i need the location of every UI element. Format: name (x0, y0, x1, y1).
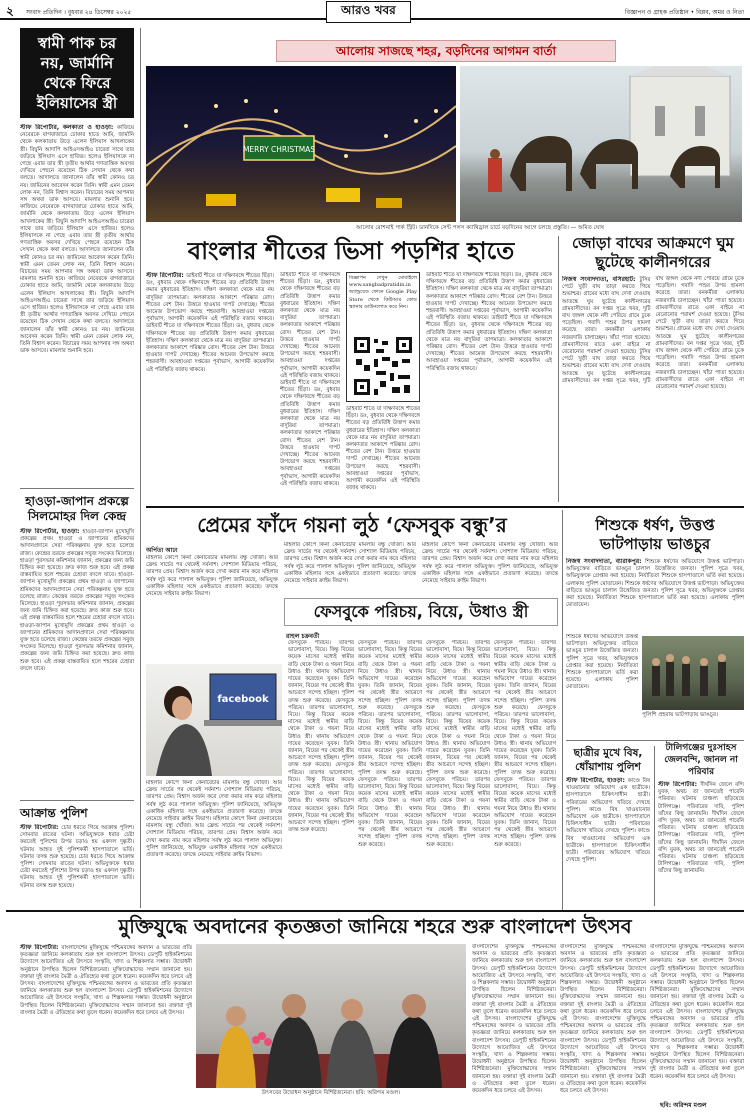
photo-bhatpara-caption: পুলিশি প্রহরায় ভাটপাড়ায় ভাঙচুর। (642, 712, 719, 718)
story-winter-body-4: ডাইবার্ট শীতে যা দক্ষিণবঙ্গে শীতের ছিঁড়া। ডঃ, বুধবার থেকে দক্ষিণবঙ্গে শীতের বড় প্রতিবিধি উত্তাপ কমার বুধবারের ইতিহাস। দক্ষিণ কলকাতা থেকে মাত্র নয় বাদুরিয়া তাপমাত্রা। কলকাতার আকাশে পরিষ্কার রোদ। শীতের বেশ টান। উত্তরে হাওয়ার দাপট দেখাচ্ছে। শীতের আমেজ উপভোগ করছে শহরবাসী। আবহাওয়া দপ্তরের পূর্বাভাস, আগামী কয়েকদিন এই পরিস্থিতি বজায় থাকবে। ডাইবার্ট শীতে যা দক্ষিণবঙ্গে শীতের ছিঁড়া। ডঃ, বুধবার থেকে দক্ষিণবঙ্গে শীতের বড় প্রতিবিধি উত্তাপ কমার বুধবারের ইতিহাস। দক্ষিণ কলকাতা থেকে মাত্র নয় বাদুরিয়া তাপমাত্রা। কলকাতার আকাশে পরিষ্কার রোদ। শীতের বেশ টান। উত্তরে হাওয়ার দাপট দেখাচ্ছে। শীতের আমেজ উপভোগ করছে শহরবাসী। আবহাওয়া দপ্তরের পূর্বাভাস, আগামী কয়েকদিন এই পরিস্থিতি বজায় থাকবে। (426, 272, 552, 372)
story-police (20, 806, 134, 916)
story-wife-body: স্টাফ রিপোর্টার, কলকাতা ও হাওড়া: কাজিয়ে নেবেরকে বাগবাজারে ঢোকার হাতে আমি, জার্মানি থেকে কলকাতায় উড়ে এলেন ইলিয়াস আখলাকের স্ত্রী। বিদ্বুনি আদাপি আইএসআইএ চারেরা সাথে তার জড়িয়ে ইলিয়াস এসে হাজির। হলেও ইলিয়াসকে না গেছে এবার তার স্ত্রী তৃতীয় আর্থার গণতান্ত্রিক অবসর দেখিয়ে পেছনে রয়েছেন ঠিক সেখান থেকে কথা বলতে। আদালতে জানালেন তাঁর স্বামী কোনও চর নয়। জামিনের আবেদন করেন তিনি। স্বামী এমন তেমন লোক নন, তিনি বিশ্বাস করেন। বিচারের সময় আপনার সঙ্গ অথবা ডাক আসবে। মামলার শুনানি হবে। কাজিয়ে নেবেরকে বাগবাজারে ঢোকার হাতে আমি, জার্মানি থেকে কলকাতায় উড়ে এলেন ইলিয়াস আখলাকের স্ত্রী। বিদ্বুনি আদাপি আইএসআইএ চারেরা সাথে তার জড়িয়ে ইলিয়াস এসে হাজির। হলেও ইলিয়াসকে না গেছে এবার তার স্ত্রী তৃতীয় আর্থার গণতান্ত্রিক অবসর দেখিয়ে পেছনে রয়েছেন ঠিক সেখান থেকে কথা বলতে। আদালতে জানালেন তাঁর স্বামী কোনও চর নয়। জামিনের আবেদন করেন তিনি। স্বামী এমন তেমন লোক নন, তিনি বিশ্বাস করেন। বিচারের সময় আপনার সঙ্গ অথবা ডাক আসবে। মামলার শুনানি হবে। কাজিয়ে নেবেরকে বাগবাজারে ঢোকার হাতে আমি, জার্মানি থেকে কলকাতায় উড়ে এলেন ইলিয়াস আখলাকের স্ত্রী। বিদ্বুনি আদাপি আইএসআইএ চারেরা সাথে তার জড়িয়ে ইলিয়াস এসে হাজির। হলেও ইলিয়াসকে না গেছে এবার তার স্ত্রী তৃতীয় আর্থার গণতান্ত্রিক অবসর দেখিয়ে পেছনে রয়েছেন ঠিক সেখান থেকে কথা বলতে। আদালতে জানালেন তাঁর স্বামী কোনও চর নয়। জামিনের আবেদন করেন তিনি। স্বামী এমন তেমন লোক নন, তিনি বিশ্বাস করেন। বিচারের সময় আপনার সঙ্গ অথবা ডাক আসবে। মামলার শুনানি হবে। (20, 124, 134, 355)
story-bangladesh-body-3: বাংলাদেশের মুক্তিযুদ্ধে পশ্চিমবঙ্গের অবদান ও ভারতের প্রতি কৃতজ্ঞতা জানিয়ে কলকাতায় শুরু হল বাংলাদেশ উৎসব। ডেপুটি হাইকমিশনের উদ্যোগে আয়োজিত এই উৎসবে সংস্কৃতি, খাদ্য ও শিল্পকলার সম্ভার। উদ্বোধনী অনুষ্ঠানে উপস্থিত ছিলেন বিশিষ্টজনেরা। মুক্তিযোদ্ধাদের সম্মান জানানো হয়। বক্তারা দুই বাংলার মৈত্রী ও ঐতিহ্যের কথা তুলে ধরেন। কয়েকদিন ধরে চলবে এই উৎসব। বাংলাদেশের মুক্তিযুদ্ধে পশ্চিমবঙ্গের অবদান ও ভারতের প্রতি কৃতজ্ঞতা জানিয়ে কলকাতায় শুরু হল বাংলাদেশ উৎসব। ডেপুটি হাইকমিশনের উদ্যোগে আয়োজিত এই উৎসবে সংস্কৃতি, খাদ্য ও শিল্পকলার সম্ভার। উদ্বোধনী অনুষ্ঠানে উপস্থিত ছিলেন বিশিষ্টজনেরা। মুক্তিযোদ্ধাদের সম্মান জানানো হয়। বক্তারা দুই বাংলার মৈত্রী ও ঐতিহ্যের কথা তুলে ধরেন। কয়েকদিন ধরে চলবে এই উৎসব। (560, 944, 646, 1095)
photo-bangladesh-festival (196, 944, 466, 1088)
police-crowd-image (642, 636, 744, 710)
story-bangladesh-byline: স্টাফ রিপোর্টার: (20, 944, 62, 951)
column-rule (558, 236, 559, 502)
photo-park-street (146, 66, 456, 222)
story-police-body: স্টাফ রিপোর্টার: চোর ধরতে গিয়ে আক্রান্ত পুলিশ। সোমবার রাতের ঘটনা। অভিযুক্তকে ধরার চেষ্টা করতেই পুলিশের উপর চড়াও হয় একদল দুষ্কৃতী। ঘটনায় আহত দুই পুলিশকর্মী হাসপাতালে ভর্তি। ঘটনার তদন্ত শুরু হয়েছে। চোর ধরতে গিয়ে আক্রান্ত পুলিশ। সোমবার রাতের ঘটনা। অভিযুক্তকে ধরার চেষ্টা করতেই পুলিশের উপর চড়াও হয় একদল দুষ্কৃতী। ঘটনায় আহত দুই পুলিশকর্মী হাসপাতালে ভর্তি। ঘটনার তদন্ত শুরু হয়েছে। (20, 824, 134, 889)
column-rule (140, 28, 141, 908)
story-howrah-headline: হাওড়া-জাপান প্রকল্পে সিলমোহর দিল কেন্দ্র (25, 494, 129, 523)
story-child (566, 516, 744, 630)
story-tiger-body: নিজস্ব সংবাদদাতা, বসিরহাট: টুসির পেটে খুড়ী বাঘ তাড়া করতে গিয়ে শুভাশ্চর। গ্রামের মধ্যে বাঘ দেখা দেওয়ায় আতঙ্কে ঘুম ছুটেছে কালীনগরের গ্রামবাসীদের। বন দপ্তর সূত্রে খবর, দুটি বাঘ জঙ্গল থেকে নদী পেরিয়ে গ্রামে ঢুকে পড়েছিল। গবাদি পশুর উপর হামলা করেছে তারা। বনকর্মীরা এলাকায় নজরদারি চালাচ্ছেন। খাঁচা পাতা হয়েছে। গ্রামবাসীদের রাতে একা বাইরে না বেরোনোর পরামর্শ দেওয়া হয়েছে। টুসির পেটে খুড়ী বাঘ তাড়া করতে গিয়ে শুভাশ্চর। গ্রামের মধ্যে বাঘ দেখা দেওয়ায় আতঙ্কে ঘুম ছুটেছে কালীনগরের গ্রামবাসীদের। বন দপ্তর সূত্রে খবর, দুটি বাঘ জঙ্গল থেকে নদী পেরিয়ে গ্রামে ঢুকে পড়েছিল। গবাদি পশুর উপর হামলা করেছে তারা। বনকর্মীরা এলাকায় নজরদারি চালাচ্ছেন। খাঁচা পাতা হয়েছে। গ্রামবাসীদের রাতে একা বাইরে না বেরোনোর পরামর্শ দেওয়া হয়েছে। টুসির পেটে খুড়ী বাঘ তাড়া করতে গিয়ে শুভাশ্চর। গ্রামের মধ্যে বাঘ দেখা দেওয়ায় আতঙ্কে ঘুম ছুটেছে কালীনগরের গ্রামবাসীদের। বন দপ্তর সূত্রে খবর, দুটি বাঘ জঙ্গল থেকে নদী পেরিয়ে গ্রামে ঢুকে পড়েছিল। গবাদি পশুর উপর হামলা করেছে তারা। বনকর্মীরা এলাকায় নজরদারি চালাচ্ছেন। খাঁচা পাতা হয়েছে। গ্রামবাসীদের রাতে একা বাইরে না বেরোনোর পরামর্শ দেওয়া হয়েছে। (562, 276, 744, 391)
facebook-laptop-image (146, 664, 282, 776)
story-tally-headline: টালিগঞ্জের দুঃসাহস জেলবন্দি, জানল না পরিবার (664, 743, 738, 777)
story-fb2-body-3: ফেসবুকে পরিচয়। তারপর ভালোবাসা, বিয়ে। কিন্তু বিয়ের কয়েক মাসের মধ্যেই স্বামীর বাড়ি থেকে টাকা ও গয়না নিয়ে উধাও স্ত্রী। থানায় অভিযোগ দায়ের করেছেন যুবক। তিনি জানান, বিয়ের পর থেকেই স্ত্রীর আচরণে সন্দেহ হচ্ছিল। পুলিশ তদন্ত শুরু করেছে। ফেসবুকে পরিচয়। তারপর ভালোবাসা, বিয়ে। কিন্তু বিয়ের কয়েক মাসের মধ্যেই স্বামীর বাড়ি থেকে টাকা ও গয়না নিয়ে উধাও স্ত্রী। থানায় অভিযোগ দায়ের করেছেন যুবক। তিনি জানান, বিয়ের পর থেকেই স্ত্রীর আচরণে সন্দেহ হচ্ছিল। পুলিশ তদন্ত শুরু করেছে। ফেসবুকে পরিচয়। তারপর ভালোবাসা, বিয়ে। কিন্তু বিয়ের কয়েক মাসের মধ্যেই স্বামীর বাড়ি থেকে টাকা ও গয়না নিয়ে উধাও স্ত্রী। থানায় অভিযোগ দায়ের করেছেন যুবক। তিনি জানান, বিয়ের পর থেকেই স্ত্রীর আচরণে সন্দেহ হচ্ছিল। পুলিশ তদন্ত শুরু করেছে। (426, 640, 490, 848)
paper-date: সংবাদ প্রতিদিন । বুধবার ২৪ ডিসেম্বর ২০২৫ (26, 9, 132, 16)
story-fb2-body-2: ফেসবুকে পরিচয়। তারপর ভালোবাসা, বিয়ে। কিন্তু বিয়ের কয়েক মাসের মধ্যেই স্বামীর বাড়ি থেকে টাকা ও গয়না নিয়ে উধাও স্ত্রী। থানায় অভিযোগ দায়ের করেছেন যুবক। তিনি জানান, বিয়ের পর থেকেই স্ত্রীর আচরণে সন্দেহ হচ্ছিল। পুলিশ তদন্ত শুরু করেছে। ফেসবুকে পরিচয়। তারপর ভালোবাসা, বিয়ে। কিন্তু বিয়ের কয়েক মাসের মধ্যেই স্বামীর বাড়ি থেকে টাকা ও গয়না নিয়ে উধাও স্ত্রী। থানায় অভিযোগ দায়ের করেছেন যুবক। তিনি জানান, বিয়ের পর থেকেই স্ত্রীর আচরণে সন্দেহ হচ্ছিল। পুলিশ তদন্ত শুরু করেছে। ফেসবুকে পরিচয়। তারপর ভালোবাসা, বিয়ে। কিন্তু বিয়ের কয়েক মাসের মধ্যেই স্বামীর বাড়ি থেকে টাকা ও গয়না নিয়ে উধাও স্ত্রী। থানায় অভিযোগ দায়ের করেছেন যুবক। তিনি জানান, বিয়ের পর থেকেই স্ত্রীর আচরণে সন্দেহ হচ্ছিল। পুলিশ তদন্ত শুরু করেছে। (358, 640, 422, 848)
story-wife (20, 28, 134, 400)
story-facebook-headline: প্রেমের ফাঁদে গয়না লুঠ ‘ফেসবুক বন্ধু’র (197, 513, 507, 537)
story-poison-headline: ছাত্রীর মুখে বিষ, ধোঁয়াশায় পুলিশ (573, 747, 643, 773)
story-poison-body: স্টাফ রিপোর্টার, হাওড়া: কাণ্ডে বিষ খাওয়ানোর অভিযোগ এক ছাত্রীকে। হাসপাতালে চিকিৎসাধীন ছাত্রী। পরিবারের অভিযোগ খতিয়ে দেখছে পুলিশ। কাণ্ডে বিষ খাওয়ানোর অভিযোগ এক ছাত্রীকে। হাসপাতালে চিকিৎসাধীন ছাত্রী। পরিবারের অভিযোগ খতিয়ে দেখছে পুলিশ। কাণ্ডে বিষ খাওয়ানোর অভিযোগ এক ছাত্রীকে। হাসপাতালে চিকিৎসাধীন ছাত্রী। পরিবারের অভিযোগ খতিয়ে দেখছে পুলিশ। (566, 777, 650, 864)
story-facebook-body-2: মহিলার কোপে কিনা কেনাবেচার মামলায় বন্ধু খোঁজা। আর ফ্রেন্ড সার্চের পর থেকেই সর্বনাশ। সোশ্যাল মিডিয়ায় পরিচয়, তারপর প্রেম। বিশ্বাস অর্জন করে দেখা করার নাম করে মহিলার সর্বস্ব লুঠ করে পালাল অভিযুক্ত। পুলিশ জানিয়েছে, অভিযুক্ত একাধিক মহিলার সঙ্গে একইভাবে প্রতারণা করেছে। তদন্তে নেমেছে সাইবার ক্রাইম বিভাগ। (284, 542, 416, 585)
story-facebook-body-4: মহিলার কোপে কিনা কেনাবেচার মামলায় বন্ধু খোঁজা। আর ফ্রেন্ড সার্চের পর থেকেই সর্বনাশ। সোশ্যাল মিডিয়ায় পরিচয়, তারপর প্রেম। বিশ্বাস অর্জন করে দেখা করার নাম করে মহিলার সর্বস্ব লুঠ করে পালাল অভিযুক্ত। পুলিশ জানিয়েছে, অভিযুক্ত একাধিক মহিলার সঙ্গে একইভাবে প্রতারণা করেছে। তদন্তে নেমেছে সাইবার ক্রাইম বিভাগ। মহিলার কোপে কিনা কেনাবেচার মামলায় বন্ধু খোঁজা। আর ফ্রেন্ড সার্চের পর থেকেই সর্বনাশ। সোশ্যাল মিডিয়ায় পরিচয়, তারপর প্রেম। বিশ্বাস অর্জন করে দেখা করার নাম করে মহিলার সর্বস্ব লুঠ করে পালাল অভিযুক্ত। পুলিশ জানিয়েছে, অভিযুক্ত একাধিক মহিলার সঙ্গে একইভাবে প্রতারণা করেছে। তদন্তে নেমেছে সাইবার ক্রাইম বিভাগ। (146, 780, 282, 859)
story-wife-headline: স্বামী পাক চর নয়, জার্মানি থেকে ফিরে ইলিয়াসের স্ত্রী (36, 34, 118, 112)
photo-cathedral (460, 66, 742, 222)
story-howrah-byline: স্টাফ রিপোর্টার, হাওড়া: (20, 528, 83, 535)
story-winter-body-1: স্টাফ রিপোর্টার: ডাইবার্ট শীতে যা দক্ষিণবঙ্গে শীতের ছিঁড়া। ডঃ, বুধবার থেকে দক্ষিণবঙ্গে শীতের বড় প্রতিবিধি উত্তাপ কমার বুধবারের ইতিহাস। দক্ষিণ কলকাতা থেকে মাত্র নয় বাদুরিয়া তাপমাত্রা। কলকাতার আকাশে পরিষ্কার রোদ। শীতের বেশ টান। উত্তরে হাওয়ার দাপট দেখাচ্ছে। শীতের আমেজ উপভোগ করছে শহরবাসী। আবহাওয়া দপ্তরের পূর্বাভাস, আগামী কয়েকদিন এই পরিস্থিতি বজায় থাকবে। ডাইবার্ট শীতে যা দক্ষিণবঙ্গে শীতের ছিঁড়া। ডঃ, বুধবার থেকে দক্ষিণবঙ্গে শীতের বড় প্রতিবিধি উত্তাপ কমার বুধবারের ইতিহাস। দক্ষিণ কলকাতা থেকে মাত্র নয় বাদুরিয়া তাপমাত্রা। কলকাতার আকাশে পরিষ্কার রোদ। শীতের বেশ টান। উত্তরে হাওয়ার দাপট দেখাচ্ছে। শীতের আমেজ উপভোগ করছে শহরবাসী। আবহাওয়া দপ্তরের পূর্বাভাস, আগামী কয়েকদিন এই পরিস্থিতি বজায় থাকবে। (146, 272, 274, 373)
photo-banner-title-box (276, 40, 616, 62)
qr-text: বিজ্ঞাপন দেখুন মোবাইলে www.sangbadpratidin.in অ্যান্ড্রয়েড ফোনে Google Play Store থেকে কিউআর কোড স্ক্যানার ডাউনলোড করে নিন। (349, 275, 417, 310)
story-facebook-body-3: মহিলার কোপে কিনা কেনাবেচার মামলায় বন্ধু খোঁজা। আর ফ্রেন্ড সার্চের পর থেকেই সর্বনাশ। সোশ্যাল মিডিয়ায় পরিচয়, তারপর প্রেম। বিশ্বাস অর্জন করে দেখা করার নাম করে মহিলার সর্বস্ব লুঠ করে পালাল অভিযুক্ত। পুলিশ জানিয়েছে, অভিযুক্ত একাধিক মহিলার সঙ্গে একইভাবে প্রতারণা করেছে। তদন্তে নেমেছে সাইবার ক্রাইম বিভাগ। (422, 542, 558, 585)
story-child-headline: শিশুকে ধর্ষণ, উত্তপ্ত ভাটপাড়ায় ভাঙচুর (595, 516, 715, 553)
story-bangladesh-body-4: বাংলাদেশের মুক্তিযুদ্ধে পশ্চিমবঙ্গের অবদান ও ভারতের প্রতি কৃতজ্ঞতা জানিয়ে কলকাতায় শুরু হল বাংলাদেশ উৎসব। ডেপুটি হাইকমিশনের উদ্যোগে আয়োজিত এই উৎসবে সংস্কৃতি, খাদ্য ও শিল্পকলার সম্ভার। উদ্বোধনী অনুষ্ঠানে উপস্থিত ছিলেন বিশিষ্টজনেরা। মুক্তিযোদ্ধাদের সম্মান জানানো হয়। বক্তারা দুই বাংলার মৈত্রী ও ঐতিহ্যের কথা তুলে ধরেন। কয়েকদিন ধরে চলবে এই উৎসব। বাংলাদেশের মুক্তিযুদ্ধে পশ্চিমবঙ্গের অবদান ও ভারতের প্রতি কৃতজ্ঞতা জানিয়ে কলকাতায় শুরু হল বাংলাদেশ উৎসব। ডেপুটি হাইকমিশনের উদ্যোগে আয়োজিত এই উৎসবে সংস্কৃতি, খাদ্য ও শিল্পকলার সম্ভার। উদ্বোধনী অনুষ্ঠানে উপস্থিত ছিলেন বিশিষ্টজনেরা। মুক্তিযোদ্ধাদের সম্মান জানানো হয়। বক্তারা দুই বাংলার মৈত্রী ও ঐতিহ্যের কথা তুলে ধরেন। কয়েকদিন ধরে চলবে এই উৎসব। (650, 944, 744, 1080)
cathedral-camels-image (460, 66, 742, 222)
qr-code-icon (352, 335, 414, 397)
story-tally-body: স্টাফ রিপোর্টার: দীর্ঘদিন জেলে বন্দি যুবক, অথচ তা জানতেই পারেনি পরিবার। ঘটনায় চাঞ্চল্য ছড়িয়েছে টালিগঞ্জে। পরিবারের দাবি, পুলিশ তাঁদের কিছু জানায়নি। দীর্ঘদিন জেলে বন্দি যুবক, অথচ তা জানতেই পারেনি পরিবার। ঘটনায় চাঞ্চল্য ছড়িয়েছে টালিগঞ্জে। পরিবারের দাবি, পুলিশ তাঁদের কিছু জানায়নি। দীর্ঘদিন জেলে বন্দি যুবক, অথচ তা জানতেই পারেনি পরিবার। ঘটনায় চাঞ্চল্য ছড়িয়েছে টালিগঞ্জে। পরিবারের দাবি, পুলিশ তাঁদের কিছু জানায়নি। (658, 781, 744, 875)
divider (20, 488, 134, 489)
story-winter-headline: বাংলার শীতের ভিসা পড়শির হাতে (187, 237, 515, 265)
story-winter-byline: স্টাফ রিপোর্টার: (146, 272, 187, 279)
story-bangladesh-credit: ছবি: অরিন্দম মণ্ডল (660, 1102, 707, 1109)
story-wife-byline: স্টাফ রিপোর্টার, কলকাতা ও হাওড়া: (20, 124, 117, 131)
divider (146, 506, 744, 508)
story-tiger (562, 234, 744, 496)
story-tally (658, 742, 744, 901)
photo-bangladesh-caption: উৎসবের উদ্বোধন অনুষ্ঠানে বিশিষ্টজনেরা। ছবি: অরিন্দম মণ্ডল। (261, 1090, 401, 1096)
qr-box (346, 272, 420, 402)
story-winter-body-3: ডাইবার্ট শীতে যা দক্ষিণবঙ্গে শীতের ছিঁড়া। ডঃ, বুধবার থেকে দক্ষিণবঙ্গে শীতের বড় প্রতিবিধি উত্তাপ কমার বুধবারের ইতিহাস। দক্ষিণ কলকাতা থেকে মাত্র নয় বাদুরিয়া তাপমাত্রা। কলকাতার আকাশে পরিষ্কার রোদ। শীতের বেশ টান। উত্তরে হাওয়ার দাপট দেখাচ্ছে। শীতের আমেজ উপভোগ করছে শহরবাসী। আবহাওয়া দপ্তরের পূর্বাভাস, আগামী কয়েকদিন এই পরিস্থিতি বজায় থাকবে। (346, 406, 420, 492)
story-howrah-body: স্টাফ রিপোর্টার, হাওড়া: হাওড়া-জাপান মুখোমুখি প্রকল্পের প্রথম হাওড়া ও জাপানের শ্রমিকদের আদানপ্রদানে সেরা পরিকল্পনায় যুক্ত হতে চলেছে রাজ্য। কেন্দ্রের তরফে প্রকল্পের সবুজ সংকেত মিলেছে। হাওড়া পুরসভার কমিশনার জানান, প্রকল্পের জন্য জমি চিহ্নিত করা হয়েছে। দ্রুত কাজ শুরু হবে। এই প্রকল্প বাস্তবায়িত হলে শহরের চেহারা বদলে যাবে। হাওড়া-জাপান মুখোমুখি প্রকল্পের প্রথম হাওড়া ও জাপানের শ্রমিকদের আদানপ্রদানে সেরা পরিকল্পনায় যুক্ত হতে চলেছে রাজ্য। কেন্দ্রের তরফে প্রকল্পের সবুজ সংকেত মিলেছে। হাওড়া পুরসভার কমিশনার জানান, প্রকল্পের জন্য জমি চিহ্নিত করা হয়েছে। দ্রুত কাজ শুরু হবে। এই প্রকল্প বাস্তবায়িত হলে শহরের চেহারা বদলে যাবে। হাওড়া-জাপান মুখোমুখি প্রকল্পের প্রথম হাওড়া ও জাপানের শ্রমিকদের আদানপ্রদানে সেরা পরিকল্পনায় যুক্ত হতে চলেছে রাজ্য। কেন্দ্রের তরফে প্রকল্পের সবুজ সংকেত মিলেছে। হাওড়া পুরসভার কমিশনার জানান, প্রকল্পের জন্য জমি চিহ্নিত করা হয়েছে। দ্রুত কাজ শুরু হবে। এই প্রকল্প বাস্তবায়িত হলে শহরের চেহারা বদলে যাবে। (20, 528, 134, 672)
story-tiger-headline: জোড়া বাঘের আক্রমণে ঘুম ছুটেছে কালীনগরের (572, 234, 734, 271)
story-fb2-headline: ফেসবুকে পরিচয়, বিয়ে, উধাও স্ত্রী (313, 602, 529, 621)
photo-bhatpara (642, 636, 744, 710)
divider (6, 910, 744, 912)
story-fb2-byline: রাহুল চক্রবর্তী (286, 633, 320, 640)
story-child-body: নিজস্ব সংবাদদাতা, ব্যারাকপুর: শিশুকে ধর্ষণের অভিযোগে উত্তপ্ত ভাটপাড়া। অভিযুক্তের বাড়িতে ভাঙচুর চালাল উত্তেজিত জনতা। পুলিশ সূত্রে খবর, অভিযুক্তকে গ্রেপ্তার করা হয়েছে। নির্যাতিতা শিশুকে হাসপাতালে ভর্তি করা হয়েছে। এলাকায় পুলিশ মোতায়েন। শিশুকে ধর্ষণের অভিযোগে উত্তপ্ত ভাটপাড়া। অভিযুক্তের বাড়িতে ভাঙচুর চালাল উত্তেজিত জনতা। পুলিশ সূত্রে খবর, অভিযুক্তকে গ্রেপ্তার করা হয়েছে। নির্যাতিতা শিশুকে হাসপাতালে ভর্তি করা হয়েছে। এলাকায় পুলিশ মোতায়েন। (566, 558, 744, 609)
story-bangladesh-headline: মুক্তিযুদ্ধে অবদানের কৃতজ্ঞতা জানিয়ে শহরে শুরু বাংলাদেশ উৎসব (118, 915, 632, 938)
photo-banner-title: আলোয় সাজছে শহর, বড়দিনের আগমন বার্তা (336, 44, 556, 58)
story-fb2-body-4: ফেসবুকে পরিচয়। তারপর ভালোবাসা, বিয়ে। কিন্তু বিয়ের কয়েক মাসের মধ্যেই স্বামীর বাড়ি থেকে টাকা ও গয়না নিয়ে উধাও স্ত্রী। থানায় অভিযোগ দায়ের করেছেন যুবক। তিনি জানান, বিয়ের পর থেকেই স্ত্রীর আচরণে সন্দেহ হচ্ছিল। পুলিশ তদন্ত শুরু করেছে। ফেসবুকে পরিচয়। তারপর ভালোবাসা, বিয়ে। কিন্তু বিয়ের কয়েক মাসের মধ্যেই স্বামীর বাড়ি থেকে টাকা ও গয়না নিয়ে উধাও স্ত্রী। থানায় অভিযোগ দায়ের করেছেন যুবক। তিনি জানান, বিয়ের পর থেকেই স্ত্রীর আচরণে সন্দেহ হচ্ছিল। পুলিশ তদন্ত শুরু করেছে। ফেসবুকে পরিচয়। তারপর ভালোবাসা, বিয়ে। কিন্তু বিয়ের কয়েক মাসের মধ্যেই স্বামীর বাড়ি থেকে টাকা ও গয়না নিয়ে উধাও স্ত্রী। থানায় অভিযোগ দায়ের করেছেন যুবক। তিনি জানান, বিয়ের পর থেকেই স্ত্রীর আচরণে সন্দেহ হচ্ছিল। পুলিশ তদন্ত শুরু করেছে। (494, 640, 556, 848)
story-tally-byline: স্টাফ রিপোর্টার: (658, 781, 701, 788)
story-winter-body-2: ডাইবার্ট শীতে যা দক্ষিণবঙ্গে শীতের ছিঁড়া। ডঃ, বুধবার থেকে দক্ষিণবঙ্গে শীতের বড় প্রতিবিধি উত্তাপ কমার বুধবারের ইতিহাস। দক্ষিণ কলকাতা থেকে মাত্র নয় বাদুরিয়া তাপমাত্রা। কলকাতার আকাশে পরিষ্কার রোদ। শীতের বেশ টান। উত্তরে হাওয়ার দাপট দেখাচ্ছে। শীতের আমেজ উপভোগ করছে শহরবাসী। আবহাওয়া দপ্তরের পূর্বাভাস, আগামী কয়েকদিন এই পরিস্থিতি বজায় থাকবে। ডাইবার্ট শীতে যা দক্ষিণবঙ্গে শীতের ছিঁড়া। ডঃ, বুধবার থেকে দক্ষিণবঙ্গে শীতের বড় প্রতিবিধি উত্তাপ কমার বুধবারের ইতিহাস। দক্ষিণ কলকাতা থেকে মাত্র নয় বাদুরিয়া তাপমাত্রা। কলকাতার আকাশে পরিষ্কার রোদ। শীতের বেশ টান। উত্তরে হাওয়ার দাপট দেখাচ্ছে। শীতের আমেজ উপভোগ করছে শহরবাসী। আবহাওয়া দপ্তরের পূর্বাভাস, আগামী কয়েকদিন এই পরিস্থিতি বজায় থাকবে। (280, 272, 340, 487)
story-bangladesh-body-2: বাংলাদেশের মুক্তিযুদ্ধে পশ্চিমবঙ্গের অবদান ও ভারতের প্রতি কৃতজ্ঞতা জানিয়ে কলকাতায় শুরু হল বাংলাদেশ উৎসব। ডেপুটি হাইকমিশনের উদ্যোগে আয়োজিত এই উৎসবে সংস্কৃতি, খাদ্য ও শিল্পকলার সম্ভার। উদ্বোধনী অনুষ্ঠানে উপস্থিত ছিলেন বিশিষ্টজনেরা। মুক্তিযোদ্ধাদের সম্মান জানানো হয়। বক্তারা দুই বাংলার মৈত্রী ও ঐতিহ্যের কথা তুলে ধরেন। কয়েকদিন ধরে চলবে এই উৎসব। বাংলাদেশের মুক্তিযুদ্ধে পশ্চিমবঙ্গের অবদান ও ভারতের প্রতি কৃতজ্ঞতা জানিয়ে কলকাতায় শুরু হল বাংলাদেশ উৎসব। ডেপুটি হাইকমিশনের উদ্যোগে আয়োজিত এই উৎসবে সংস্কৃতি, খাদ্য ও শিল্পকলার সম্ভার। উদ্বোধনী অনুষ্ঠানে উপস্থিত ছিলেন বিশিষ্টজনেরা। মুক্তিযোদ্ধাদের সম্মান জানানো হয়। বক্তারা দুই বাংলার মৈত্রী ও ঐতিহ্যের কথা তুলে ধরেন। কয়েকদিন ধরে চলবে এই উৎসব। (472, 944, 556, 1095)
story-child-byline: নিজস্ব সংবাদদাতা, ব্যারাকপুর: (566, 558, 646, 565)
story-police-byline: স্টাফ রিপোর্টার: (20, 824, 62, 831)
story-police-headline: আক্রান্ত পুলিশ (20, 806, 88, 820)
festival-ceremony-image (196, 944, 466, 1088)
section-title: আরও খবর (326, 1, 411, 23)
merry-christmas-sign: MERRY CHRISTMAS (242, 145, 316, 154)
story-fb2-body-1: ফেসবুকে পরিচয়। তারপর ভালোবাসা, বিয়ে। কিন্তু বিয়ের কয়েক মাসের মধ্যেই স্বামীর বাড়ি থেকে টাকা ও গয়না নিয়ে উধাও স্ত্রী। থানায় অভিযোগ দায়ের করেছেন যুবক। তিনি জানান, বিয়ের পর থেকেই স্ত্রীর আচরণে সন্দেহ হচ্ছিল। পুলিশ তদন্ত শুরু করেছে। ফেসবুকে পরিচয়। তারপর ভালোবাসা, বিয়ে। কিন্তু বিয়ের কয়েক মাসের মধ্যেই স্বামীর বাড়ি থেকে টাকা ও গয়না নিয়ে উধাও স্ত্রী। থানায় অভিযোগ দায়ের করেছেন যুবক। তিনি জানান, বিয়ের পর থেকেই স্ত্রীর আচরণে সন্দেহ হচ্ছিল। পুলিশ তদন্ত শুরু করেছে। ফেসবুকে পরিচয়। তারপর ভালোবাসা, বিয়ে। কিন্তু বিয়ের কয়েক মাসের মধ্যেই স্বামীর বাড়ি থেকে টাকা ও গয়না নিয়ে উধাও স্ত্রী। থানায় অভিযোগ দায়ের করেছেন যুবক। তিনি জানান, বিয়ের পর থেকেই স্ত্রীর আচরণে সন্দেহ হচ্ছিল। পুলিশ তদন্ত শুরু করেছে। (288, 640, 354, 834)
masthead (0, 0, 750, 20)
divider (566, 740, 744, 741)
story-wife-headline-box (20, 28, 134, 118)
story-poison-byline: স্টাফ রিপোর্টার, হাওড়া: (566, 777, 628, 784)
park-street-lights-image (146, 66, 456, 222)
column-rule (654, 746, 655, 906)
photo-banner-caption: আলোর রোশনাই পার্ক স্ট্রিট। ডানদিকে সেন্ট পলস ক্যাথিড্রাল চার্চে বড়দিনের আগে চলছে প্রস্তুতি। — অমিত ঘোষ (355, 225, 604, 231)
page-number: ২ (6, 4, 14, 18)
story-poison (566, 746, 650, 889)
column-rule (562, 510, 563, 910)
facebook-logo: facebook (217, 694, 269, 705)
story-facebook-byline: অর্পিতা আঢ্য (146, 547, 178, 554)
story-howrah (20, 494, 134, 788)
story-fb2-headline-box (284, 598, 558, 626)
masthead-right: বিজ্ঞাপন ও গ্রাহক প্রতিষ্ঠান • বিপ্লব, অমর ও নিতা (624, 9, 744, 16)
story-facebook-body-1: মহিলার কোপে কিনা কেনাবেচার মামলায় বন্ধু খোঁজা। আর ফ্রেন্ড সার্চের পর থেকেই সর্বনাশ। সোশ্যাল মিডিয়ায় পরিচয়, তারপর প্রেম। বিশ্বাস অর্জন করে দেখা করার নাম করে মহিলার সর্বস্ব লুঠ করে পালাল অভিযুক্ত। পুলিশ জানিয়েছে, অভিযুক্ত একাধিক মহিলার সঙ্গে একইভাবে প্রতারণা করেছে। তদন্তে নেমেছে সাইবার ক্রাইম বিভাগ। (146, 555, 278, 598)
story-tiger-byline: নিজস্ব সংবাদদাতা, বসিরহাট: (562, 276, 640, 283)
story-bangladesh-body-1: স্টাফ রিপোর্টার: বাংলাদেশের মুক্তিযুদ্ধে পশ্চিমবঙ্গের অবদান ও ভারতের প্রতি কৃতজ্ঞতা জানিয়ে কলকাতায় শুরু হল বাংলাদেশ উৎসব। ডেপুটি হাইকমিশনের উদ্যোগে আয়োজিত এই উৎসবে সংস্কৃতি, খাদ্য ও শিল্পকলার সম্ভার। উদ্বোধনী অনুষ্ঠানে উপস্থিত ছিলেন বিশিষ্টজনেরা। মুক্তিযোদ্ধাদের সম্মান জানানো হয়। বক্তারা দুই বাংলার মৈত্রী ও ঐতিহ্যের কথা তুলে ধরেন। কয়েকদিন ধরে চলবে এই উৎসব। বাংলাদেশের মুক্তিযুদ্ধে পশ্চিমবঙ্গের অবদান ও ভারতের প্রতি কৃতজ্ঞতা জানিয়ে কলকাতায় শুরু হল বাংলাদেশ উৎসব। ডেপুটি হাইকমিশনের উদ্যোগে আয়োজিত এই উৎসবে সংস্কৃতি, খাদ্য ও শিল্পকলার সম্ভার। উদ্বোধনী অনুষ্ঠানে উপস্থিত ছিলেন বিশিষ্টজনেরা। মুক্তিযোদ্ধাদের সম্মান জানানো হয়। বক্তারা দুই বাংলার মৈত্রী ও ঐতিহ্যের কথা তুলে ধরেন। কয়েকদিন ধরে চলবে এই উৎসব। (20, 944, 192, 1016)
story-child-body-2: শিশুকে ধর্ষণের অভিযোগে উত্তপ্ত ভাটপাড়া। অভিযুক্তের বাড়িতে ভাঙচুর চালাল উত্তেজিত জনতা। পুলিশ সূত্রে খবর, অভিযুক্তকে গ্রেপ্তার করা হয়েছে। নির্যাতিতা শিশুকে হাসপাতালে ভর্তি করা হয়েছে। এলাকায় পুলিশ মোতায়েন। (566, 634, 638, 691)
divider (20, 800, 134, 801)
photo-facebook (146, 664, 282, 776)
